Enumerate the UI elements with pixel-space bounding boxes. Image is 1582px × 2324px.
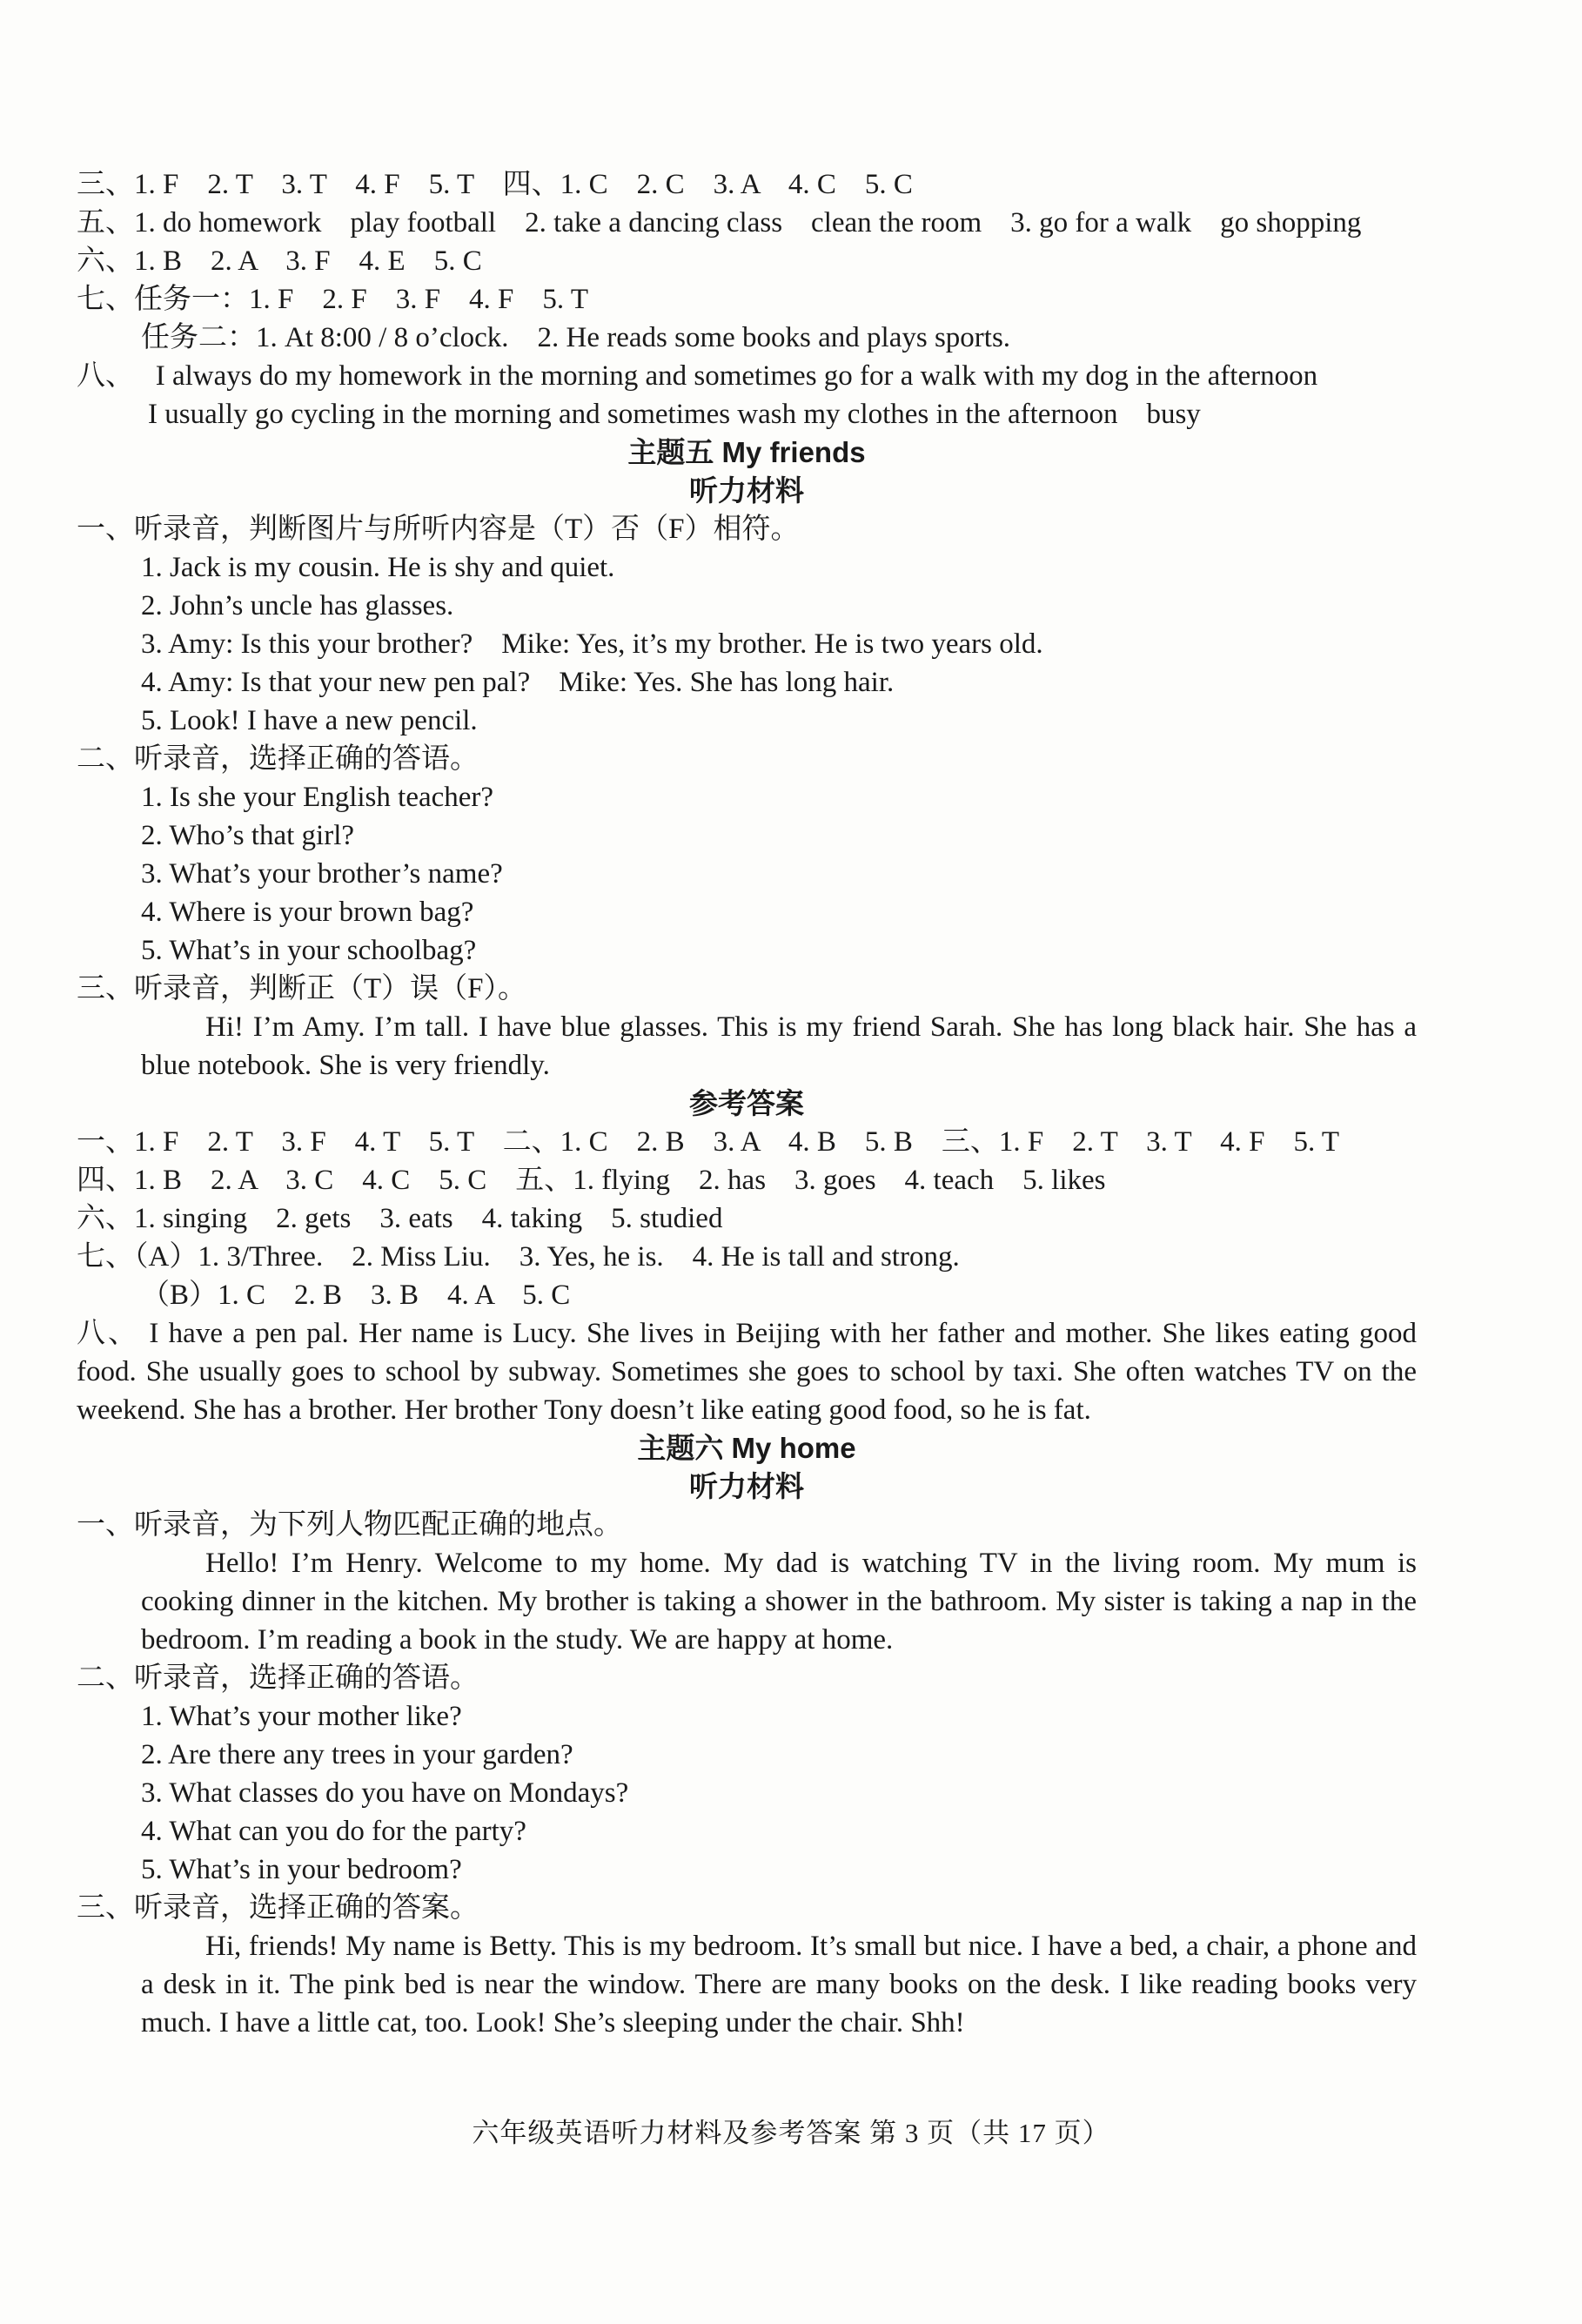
page-footer: 六年级英语听力材料及参考答案 第 3 页（共 17 页） <box>472 2118 1110 2148</box>
list-item: 4. Amy: Is that your new pen pal? Mike: Yes. She has long hair. <box>141 667 895 698</box>
passage-text: Hi! I’m Amy. I’m tall. I have blue glasses. This is my friend Sarah. She has long black hair. She has a blue notebook. She is very friendly. <box>141 1011 1417 1081</box>
list-item: 4. Where is your brown bag? <box>141 897 474 928</box>
unit-title: 主题五 My friends <box>627 436 866 468</box>
list-item: 1. Is she your English teacher? <box>141 782 494 813</box>
list-item: 3. Amy: Is this your brother? Mike: Yes, it’s my brother. He is two years old. <box>141 628 1043 660</box>
passage <box>77 1544 1417 1659</box>
answer-line: 七、任务一：1. F 2. F 3. F 4. F 5. T <box>77 284 588 315</box>
passage <box>77 1008 1417 1085</box>
list-item: 3. What’s your brother’s name? <box>141 858 503 890</box>
answer-line: 四、1. B 2. A 3. C 4. C 5. C 五、1. flying 2. has 3. goes 4. teach 5. likes <box>77 1165 1106 1196</box>
list-item: 2. Are there any trees in your garden? <box>141 1739 573 1770</box>
section-title-listening: 听力材料 <box>689 1470 804 1502</box>
answer-line: 六、1. singing 2. gets 3. eats 4. taking 5. studied <box>77 1203 723 1234</box>
answer-line: （B）1. C 2. B 3. B 4. A 5. C <box>141 1280 571 1311</box>
section-title-answers: 参考答案 <box>689 1087 804 1119</box>
section-title-listening: 听力材料 <box>689 474 804 507</box>
answer-label: 八、 <box>77 1318 140 1349</box>
question-heading: 三、听录音，选择正确的答案。 <box>77 1892 479 1924</box>
question-heading: 二、听录音，选择正确的答语。 <box>77 1662 479 1694</box>
answer-line: 五、1. do homework play football 2. take a dancing class clean the room 3. go for a walk go shopping <box>77 207 1362 238</box>
answer-line: 三、1. F 2. T 3. T 4. F 5. T 四、1. C 2. C 3. A 4. C 5. C <box>77 169 913 200</box>
passage-text: Hi, friends! My name is Betty. This is my bedroom. It’s small but nice. I have a bed, a chair, a phone and a desk in it. The pink bed is near the window. There are many books on the desk. I like reading books very much. I have a little cat, too. Look! She’s sleeping under the chair. Shh! <box>141 1931 1417 2039</box>
answer-line: 六、1. B 2. A 3. F 4. E 5. C <box>77 245 482 277</box>
question-heading: 三、听录音，判断正（T）误（F）。 <box>77 973 527 1004</box>
answer-line: 八、 I always do my homework in the morning and sometimes go for a walk with my dog in the afternoon <box>77 360 1318 392</box>
answer-line: 任务二：1. At 8:00 / 8 o’clock. 2. He reads some books and plays sports. <box>141 322 1011 353</box>
list-item: 1. What’s your mother like? <box>141 1701 462 1732</box>
answer-passage-text: I have a pen pal. Her name is Lucy. She lives in Beijing with her father and mother. She likes eating good food. She usually goes to school by subway. Sometimes she goes to school by taxi. She often watches TV on the weekend. She has a brother. Her brother Tony doesn’t like eating good food, so he is fat. <box>77 1318 1418 1426</box>
list-item: 1. Jack is my cousin. He is shy and quiet. <box>141 552 615 583</box>
answer-line: I usually go cycling in the morning and sometimes wash my clothes in the afternoon busy <box>148 399 1201 430</box>
list-item: 4. What can you do for the party? <box>141 1816 526 1847</box>
unit-title: 主题六 My home <box>637 1432 856 1464</box>
list-item: 5. Look! I have a new pencil. <box>141 705 478 736</box>
page-content <box>77 165 1417 2042</box>
question-heading: 一、听录音，判断图片与所听内容是（T）否（F）相符。 <box>77 514 800 545</box>
list-item: 5. What’s in your bedroom? <box>141 1854 462 1885</box>
list-item: 2. Who’s that girl? <box>141 820 355 851</box>
question-heading: 一、听录音，为下列人物匹配正确的地点。 <box>77 1509 622 1541</box>
list-item: 2. John’s uncle has glasses. <box>141 590 454 621</box>
answer-line: 七、（A）1. 3/Three. 2. Miss Liu. 3. Yes, he is. 4. He is tall and strong. <box>77 1241 960 1273</box>
passage <box>77 1927 1417 2042</box>
passage-text: Hello! I’m Henry. Welcome to my home. My dad is watching TV in the living room. My mum is cooking dinner in the kitchen. My brother is taking a shower in the bathroom. My sister is taking a nap in the bedroom. I’m reading a book in the study. We are happy at home. <box>141 1548 1417 1656</box>
answer-passage <box>77 1314 1417 1429</box>
list-item: 5. What’s in your schoolbag? <box>141 935 477 966</box>
list-item: 3. What classes do you have on Mondays? <box>141 1777 629 1809</box>
answer-line: 一、1. F 2. T 3. F 4. T 5. T 二、1. C 2. B 3. A 4. B 5. B 三、1. F 2. T 3. T 4. F 5. T <box>77 1126 1340 1158</box>
question-heading: 二、听录音，选择正确的答语。 <box>77 743 479 775</box>
